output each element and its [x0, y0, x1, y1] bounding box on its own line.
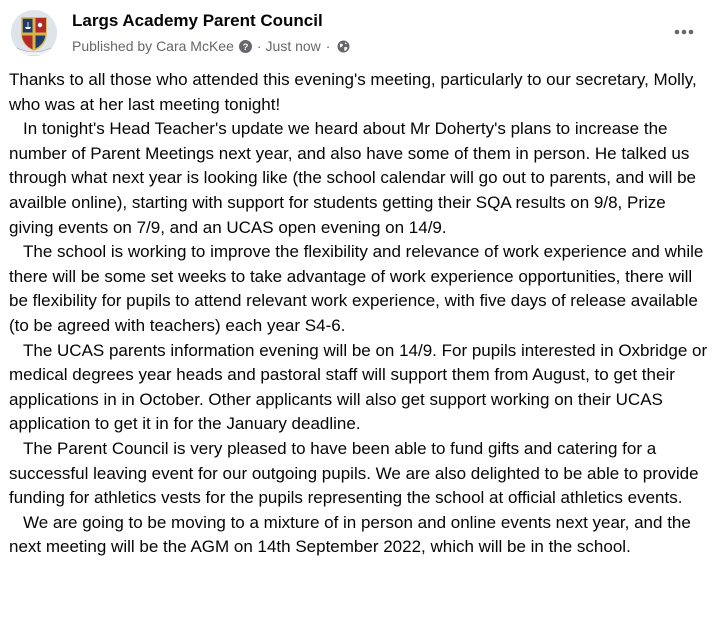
post-paragraph: The school is working to improve the flexibility and relevance of work experience and while there will be some set weeks to take advantage of work experience opportunities, there will be flexibility for pupils to attend relevant work experience, with five days of release available (to be agreed with teachers) each year S4-6. [9, 242, 704, 335]
page-name-link[interactable]: Largs Academy Parent Council [72, 11, 323, 30]
meta-separator-2: · [325, 38, 331, 54]
author-name[interactable]: Cara McKee [156, 38, 234, 54]
svg-text:?: ? [242, 41, 249, 53]
more-dots-icon [672, 28, 696, 36]
globe-icon[interactable] [337, 40, 350, 53]
published-by-label: Published by [72, 38, 153, 54]
question-circle-icon[interactable] [239, 40, 252, 53]
school-crest-icon[interactable] [11, 10, 57, 56]
post-paragraph: Thanks to all those who attended this evening's meeting, particularly to our secretary, Molly, who was at her last meeting tonight! [9, 70, 697, 114]
post-paragraph: In tonight's Head Teacher's update we heard about Mr Doherty's plans to increase the number of Parent Meetings next year, and also have some of them in person. He talked us through what next year is looking like (the school calendar will go out to parents, and will be availble online), starting with support for students getting their SQA results on 9/8, Prize giving events on 7/9, and an UCAS open evening on 14/9. [9, 119, 696, 237]
post-header [0, 0, 713, 68]
post-paragraph: The UCAS parents information evening will be on 14/9. For pupils interested in Oxbridge or medical degrees year heads and pastoral staff will support them from August, to get their applications in in October. Other applicants will also get support working on their UCAS application to get it in for the January deadline. [9, 340, 708, 434]
post-paragraph: We are going to be moving to a mixture of in person and online events next year, and the next meeting will be the AGM on 14th September 2022, which will be in the school. [9, 512, 691, 557]
post-body [9, 68, 711, 560]
post-meta [72, 38, 350, 54]
meta-separator: · [256, 38, 262, 54]
post-paragraph: The Parent Council is very pleased to have been able to fund gifts and catering for a successful leaving event for our outgoing pupils. We are also delighted to be able to provide funding for athletics vests for the pupils representing the school at official athletics events. [9, 438, 699, 508]
post-timestamp[interactable]: Just now [265, 38, 321, 54]
more-options-button[interactable] [666, 18, 702, 46]
